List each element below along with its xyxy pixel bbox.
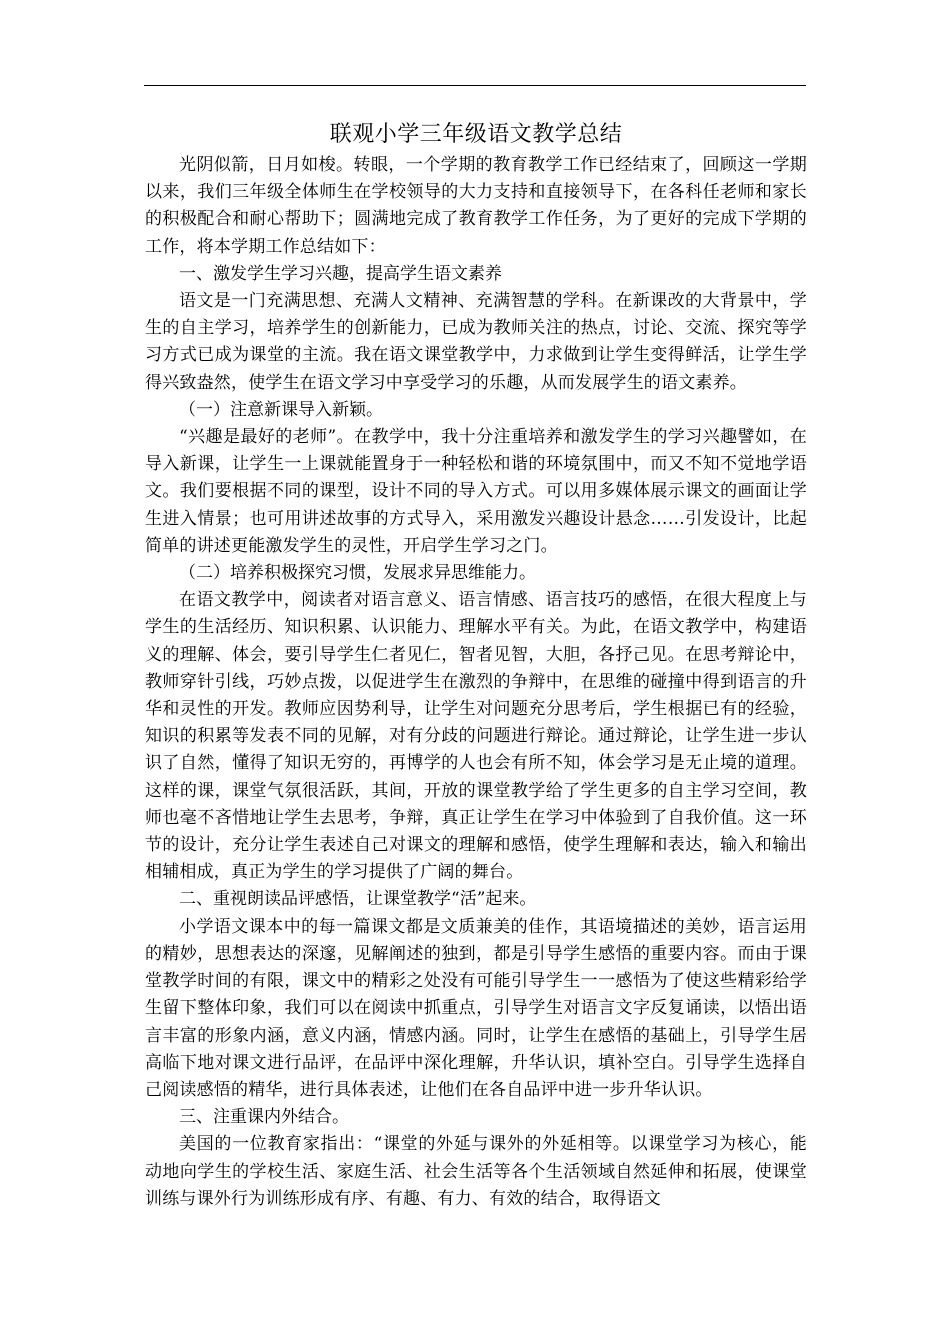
section-heading-3: 三、注重课内外结合。 [179, 1107, 349, 1128]
subsection-heading-1-2: （二）培养积极探究习惯，发展求异思维能力。 [179, 563, 536, 584]
paragraph-intro: 光阴似箭，日月如梭。转眼，一个学期的教育教学工作已经结束了，回顾这一学期以来，我们三年级全体师生在学校领导的大力支持和直接领导下，在各科任老师和家长的积极配合和耐心帮助下；圆满地完成了教育教学工作任务，为了更好的完成下学期的工作，将本学期工作总结如下： [145, 155, 807, 257]
document-title: 联观小学三年级语文教学总结 [329, 122, 623, 147]
document-body [145, 118, 807, 1213]
subsection-heading-1-1: （一）注意新课导入新颖。 [179, 399, 383, 420]
header-rule [144, 85, 806, 86]
paragraph-section-2: 小学语文课本中的每一篇课文都是文质兼美的佳作，其语境描述的美妙，语言运用的精妙，思想表达的深邃，见解阐述的独到，都是引导学生感悟的重要内容。而由于课堂教学时间的有限，课文中的精彩之处没有可能引导学生一一感悟为了使这些精彩给学生留下整体印象，我们可以在阅读中抓重点，引导学生对语言文字反复诵读，以悟出语言丰富的形象内涵，意义内涵，情感内涵。同时，让学生在感悟的基础上，引导学生居高临下地对课文进行品评，在品评中深化理解，升华认识，填补空白。引导学生选择自己阅读感悟的精华，进行具体表述，让他们在各自品评中进一步升华认识。 [145, 916, 807, 1100]
paragraph-section-3: 美国的一位教育家指出：“课堂的外延与课外的外延相等。以课堂学习为核心，能动地向学生的学校生活、家庭生活、社会生活等各个生活领域自然延伸和拓展，使课堂训练与课外行为训练形成有序、有趣、有力、有效的结合，取得语文 [145, 1134, 807, 1209]
section-heading-1: 一、激发学生学习兴趣，提高学生语文素养 [179, 263, 502, 284]
section-heading-2: 二、重视朗读品评感悟，让课堂教学“活”起来。 [179, 889, 537, 910]
paragraph-section-1: 语文是一门充满思想、充满人文精神、充满智慧的学科。在新课改的大背景中，学生的自主学习，培养学生的创新能力，已成为教师关注的热点，讨论、交流、探究等学习方式已成为课堂的主流。我在语文课堂教学中，力求做到让学生变得鲜活，让学生学得兴致盎然，使学生在语文学习中享受学习的乐趣，从而发展学生的语文素养。 [145, 291, 807, 393]
paragraph-subsection-1-2: 在语文教学中，阅读者对语言意义、语言情感、语言技巧的感悟，在很大程度上与学生的生活经历、知识积累、认识能力、理解水平有关。为此，在语文教学中，构建语义的理解、体会，要引导学生仁者见仁，智者见智，大胆，各抒己见。在思考辩论中，教师穿针引线，巧妙点拨，以促进学生在激烈的争辩中，在思维的碰撞中得到语言的升华和灵性的开发。教师应因势利导，让学生对问题充分思考后，学生根据已有的经验，知识的积累等发表不同的见解，对有分歧的问题进行辩论。通过辩论，让学生进一步认识了自然，懂得了知识无穷的，再博学的人也会有所不知，体会学习是无止境的道理。这样的课，课堂气氛很活跃，其间，开放的课堂教学给了学生更多的自主学习空间，教师也毫不吝惜地让学生去思考，争辩，真正让学生在学习中体验到了自我价值。这一环节的设计，充分让学生表述自己对课文的理解和感悟，使学生理解和表达，输入和输出相辅相成，真正为学生的学习提供了广阔的舞台。 [145, 590, 807, 883]
paragraph-subsection-1-1: “兴趣是最好的老师”。在教学中，我十分注重培养和激发学生的学习兴趣譬如，在导入新课，让学生一上课就能置身于一种轻松和谐的环境氛围中，而又不知不觉地学语文。我们要根据不同的课型，设计不同的导入方式。可以用多媒体展示课文的画面让学生进入情景；也可用讲述故事的方式导入，采用激发兴趣设计悬念……引发设计，比起简单的讲述更能激发学生的灵性，开启学生学习之门。 [145, 427, 807, 556]
